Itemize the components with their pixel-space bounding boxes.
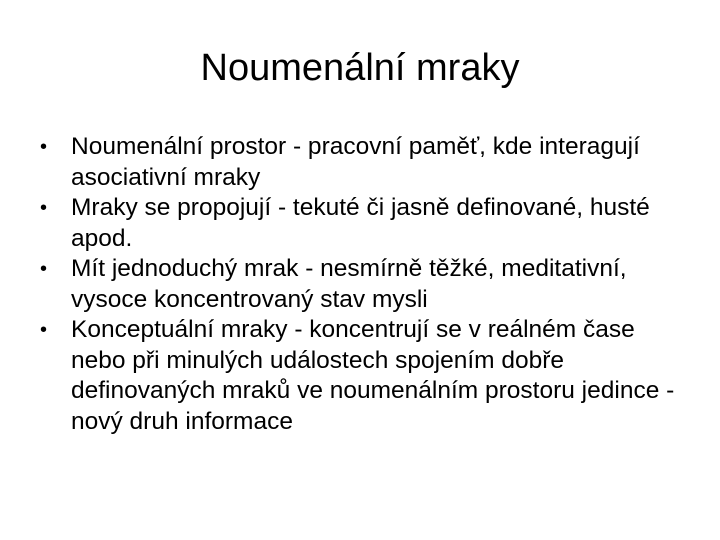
bullet-icon: • xyxy=(40,197,48,219)
bullet-text: Mraky se propojují - tekuté či jasně definované, husté apod. xyxy=(71,194,650,252)
bullet-text: Noumenální prostor - pracovní paměť, kde interagují asociativní mraky xyxy=(71,133,640,191)
bullet-item xyxy=(40,315,690,437)
bullet-icon: • xyxy=(40,136,48,158)
slide-title: Noumenální mraky xyxy=(200,47,520,89)
bullet-item xyxy=(40,132,690,193)
bullet-item xyxy=(40,254,690,315)
bullet-text: Konceptuální mraky - koncentrují se v reálném čase nebo při minulých událostech spojením dobře definovaných mraků ve noumenálním prostoru jedince - nový druh informace xyxy=(71,316,675,435)
bullet-item xyxy=(40,193,690,254)
bullet-text: Mít jednoduchý mrak - nesmírně těžké, meditativní, vysoce koncentrovaný stav mysli xyxy=(71,255,627,313)
bullet-icon: • xyxy=(40,258,48,280)
bullet-list xyxy=(40,132,690,437)
bullet-icon: • xyxy=(40,319,48,341)
